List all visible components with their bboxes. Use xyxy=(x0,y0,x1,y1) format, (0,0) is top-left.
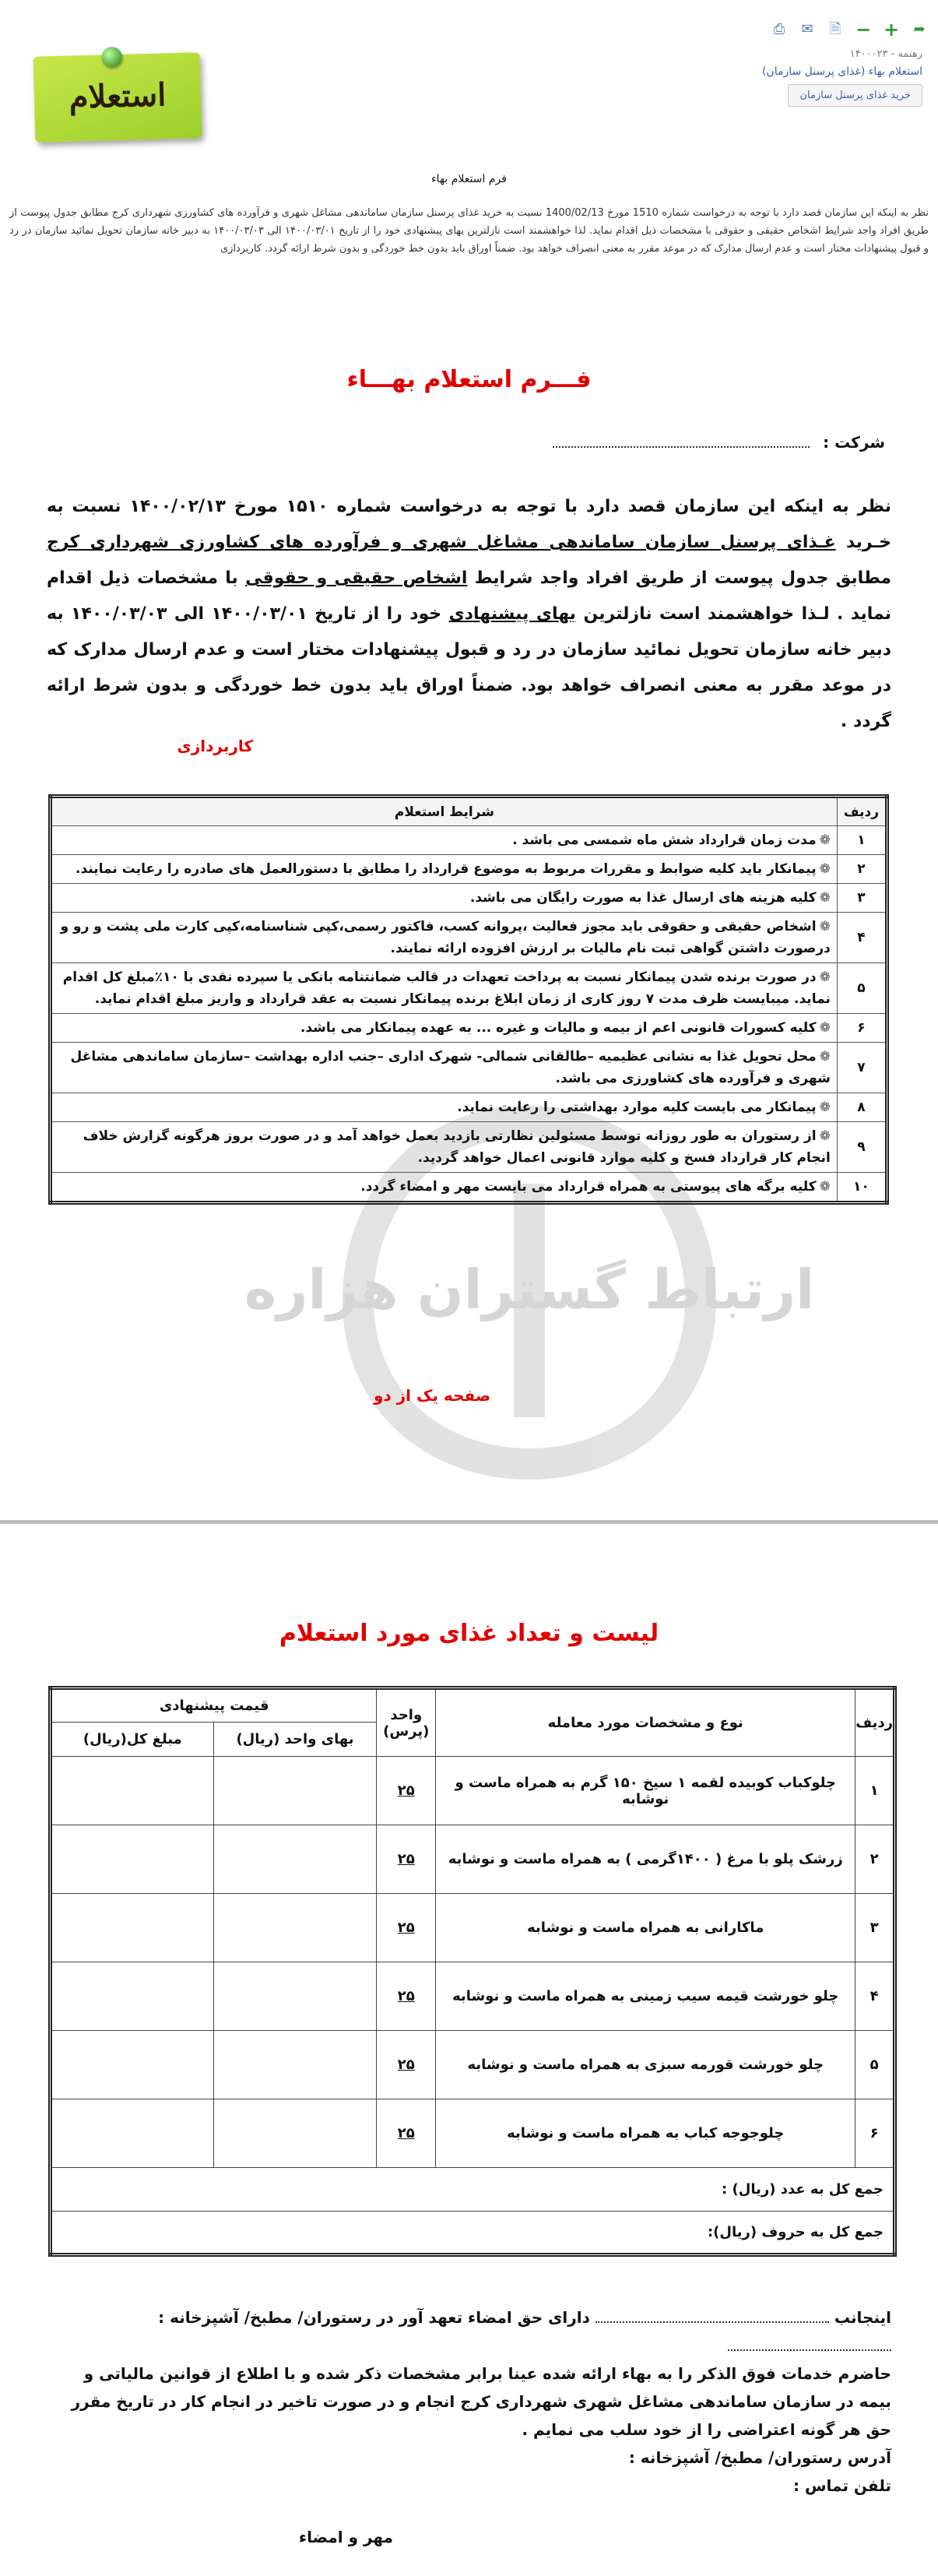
small-form-title: فرم استعلام بهاء xyxy=(431,173,507,185)
total-price-input[interactable] xyxy=(51,1825,214,1894)
sum-number-label[interactable]: جمع کل به عدد (ریال) : xyxy=(51,2168,895,2212)
bullet-icon: ❁ xyxy=(819,1020,831,1036)
table-row xyxy=(51,826,887,855)
food-row-num: ۵ xyxy=(855,2031,895,2099)
estelam-sticky-logo xyxy=(33,52,202,143)
food-header-row xyxy=(51,1688,895,1723)
conditions-header-cond: شرایط استعلام xyxy=(51,797,838,826)
bullet-icon: ❁ xyxy=(819,890,831,906)
bullet-icon: ❁ xyxy=(819,1179,831,1195)
share-icon[interactable]: ➦ xyxy=(913,21,926,37)
row-num: ۱۰ xyxy=(837,1173,887,1203)
food-table xyxy=(48,1686,897,2257)
total-price-input[interactable] xyxy=(51,1962,214,2031)
toolbar xyxy=(771,19,928,40)
food-row-num: ۳ xyxy=(855,1894,895,1962)
bullet-icon: ❁ xyxy=(819,1128,831,1144)
total-price-input[interactable] xyxy=(51,2031,214,2099)
table-row xyxy=(51,2099,895,2168)
row-num: ۳ xyxy=(837,884,887,913)
food-row-num: ۶ xyxy=(855,2099,895,2168)
company-label: شرکت : xyxy=(823,433,885,452)
food-unit: ۲۵ xyxy=(397,1920,415,1936)
row-num: ۲ xyxy=(837,855,887,884)
para-part: مطابق جدول پیوست از طریق افراد واجد شرایط xyxy=(467,568,891,588)
pushpin-icon xyxy=(101,47,122,68)
food-header-price-group: قیمت پیشنهادی xyxy=(51,1688,377,1723)
para-underlined-persons: اشخاص حقیقی و حقوقی xyxy=(245,568,468,588)
food-item: زرشک پلو با مرغ ( ۱۴۰۰گرمی ) به همراه ماست و نوشابه xyxy=(436,1825,855,1894)
declaration-authority: دارای حق امضاء تعهد آور در رستوران/ مطبخ/ آشپزخانه : xyxy=(158,2308,590,2327)
para-underlined-price: بهای پیشنهادی xyxy=(448,604,577,624)
table-row xyxy=(51,884,887,913)
table-row xyxy=(51,1122,887,1173)
condition-text: در صورت برنده شدن پیمانکار نسبت به پرداخت تعهدات در قالب ضمانتنامه بانکی یا سپرده نقدی با ۱۰٪مبلغ کل اقدام نماید. میبایست ظرف مدت ۷ روز کاری از زمان ابلاغ برنده پیمانکار نسبت به عقد قرارداد و واریز مبلغ اقدام نماید. xyxy=(62,970,831,1007)
food-row-num: ۴ xyxy=(855,1962,895,2031)
condition-text: کلیه برگه های پیوستی به همراه قرارداد می بایست مهر و امضاء گردد. xyxy=(360,1179,817,1195)
food-header-unit: واحد (پرس) xyxy=(377,1688,436,1757)
food-header-num: ردیف xyxy=(855,1688,895,1757)
condition-text: محل تحویل غذا به نشانی عظیمیه –طالقانی شمالی- شهرک اداری –جنب اداره بهداشت –سازمان ساماندهی مشاغل شهری و فرآورده های کشاورزی می باشد. xyxy=(70,1049,831,1086)
phone-label: تلفن تماس : xyxy=(792,2476,891,2495)
table-row xyxy=(51,2031,895,2099)
bullet-icon: ❁ xyxy=(819,832,831,848)
row-num: ۷ xyxy=(837,1043,887,1093)
condition-text: اشخاص حقیقی و حقوقی باید مجوز فعالیت ،پروانه کسب، فاکتور رسمی،کپی شناسنامه،کپی کارت ملی پشت و رو و درصورت داشتن گواهی ثبت نام مالیات بر ارزش افزوده ارائه نمایند. xyxy=(60,919,831,956)
bullet-icon: ❁ xyxy=(819,1049,831,1065)
plus-icon[interactable]: + xyxy=(883,19,900,40)
restaurant-fill-line[interactable] xyxy=(728,2338,891,2351)
meta-code: رهنمه - ۱۴۰۰۰۲۳ xyxy=(849,48,922,60)
row-num: ۹ xyxy=(837,1122,887,1173)
sticky-label: استعلام xyxy=(69,76,167,116)
small-paragraph: نظر به اینکه این سازمان قصد دارد با توجه به درخواست شماره 1510 مورخ 1400/02/13 نسبت به خرید غذای پرسنل سازمان ساماندهی مشاغل شهری و فرآورده های کشاورزی شهرداری کرج مطابق جدول پیوست از طریق افراد واجد شرایط اشخاص حقیقی و حقوقی با مشخصات ذیل اقدام نماید. لذا خواهشمند است نازلترین بهای پیشنهادی خود را از تاریخ ۱۴۰۰/۰۳/۰۱ الی ۱۴۰۰/۰۳/۰۳ به دبیر خانه سازمان تحویل نمائید سازمان در رد و قبول پیشنهادات مختار است و عدم ارسال مدارک که در موعد مقرر به معنی انصراف خواهد بود. ضمناً اوراق باید بدون خط خوردگی و بدون شرط ارائه گردد. کاربردازی xyxy=(9,207,929,255)
bullet-icon: ❁ xyxy=(819,1100,831,1115)
table-row xyxy=(51,1825,895,1894)
food-header-unit-price: بهای واحد (ریال) xyxy=(213,1723,377,1757)
declaration-intro: اینجانب xyxy=(834,2308,891,2327)
name-fill-line[interactable] xyxy=(595,2310,829,2323)
unit-price-input[interactable] xyxy=(213,1894,377,1962)
para-part: خود را از تاریخ ۱۴۰۰/۰۳/۰۱ الی ۱۴۰۰/۰۳/۰۳ به دبیر خانه سازمان تحویل نمائید سازمان در رد و قبول پیشنهادات مختار است و عدم ارسال مدارک که در موعد مقرر به معنی انصراف خواهد بود. ضمناً اوراق باید بدون خط خوردگی و بدون شرط ارائه گردد . xyxy=(47,604,891,731)
food-unit: ۲۵ xyxy=(397,1988,415,2004)
meta-title-link[interactable]: استعلام بهاء (غذای پرسنل سازمان) xyxy=(761,65,922,78)
food-unit: ۲۵ xyxy=(397,2057,415,2073)
food-row-num: ۲ xyxy=(855,1825,895,1894)
table-row xyxy=(51,1043,887,1093)
table-row xyxy=(51,1014,887,1043)
page-divider xyxy=(0,1520,938,1524)
table-row xyxy=(51,1962,895,2031)
conditions-header-row xyxy=(51,797,887,826)
unit-price-input[interactable] xyxy=(213,1962,377,2031)
food-item: چلوکباب کوبیده لقمه ۱ سیخ ۱۵۰ گرم به همراه ماست و نوشابه xyxy=(436,1757,855,1825)
condition-text: مدت زمان قرارداد شش ماه شمسی می باشد . xyxy=(512,832,817,848)
bullet-icon: ❁ xyxy=(819,861,831,877)
sum-words-row xyxy=(51,2212,895,2255)
para-part: با مشخصات ذیل اقدام نماید . لـذا خواهشمند است نازلترین xyxy=(47,568,892,624)
print-icon[interactable]: ⎙ xyxy=(773,21,785,37)
conditions-header-num: ردیف xyxy=(837,797,887,826)
food-unit: ۲۵ xyxy=(397,1851,415,1867)
food-header-item: نوع و مشخصات مورد معامله xyxy=(436,1688,855,1757)
unit-price-input[interactable] xyxy=(213,1757,377,1825)
food-item: چلوجوجه کباب به همراه ماست و نوشابه xyxy=(436,2099,855,2168)
unit-price-input[interactable] xyxy=(213,2099,377,2168)
food-item: چلو خورشت قیمه سیب زمینی به همراه ماست و نوشابه xyxy=(436,1962,855,2031)
bullet-icon: ❁ xyxy=(819,970,831,985)
total-price-input[interactable] xyxy=(51,1757,214,1825)
condition-text: از رستوران به طور روزانه توسط مسئولین نظارتی بازدید بعمل خواهد آمد و در صورت بروز هرگونه گزارش خلاف انجام کار قرارداد فسخ و کلیه موارد قانونی اعمال خواهد گردید. xyxy=(83,1128,831,1166)
food-row-num: ۱ xyxy=(855,1757,895,1825)
document-icon[interactable]: 🗎 xyxy=(829,21,841,37)
food-item: چلو خورشت قورمه سبزی به همراه ماست و نوشابه xyxy=(436,2031,855,2099)
bullet-icon: ❁ xyxy=(819,919,831,934)
page-marker: صفحه یک از دو xyxy=(374,1386,491,1405)
table-row xyxy=(51,1173,887,1203)
food-list-title: لیست و تعداد غذای مورد استعلام xyxy=(279,1620,659,1647)
table-row xyxy=(51,855,887,884)
row-num: ۸ xyxy=(837,1093,887,1122)
table-row xyxy=(51,1093,887,1122)
declaration-text: حاضرم خدمات فوق الذکر را به بهاء ارائه شده عینا برابر مشخصات ذکر شده و با اطلاع از قوانین مالیاتی و بیمه در سازمان ساماندهی مشاغل شهری شهرداری کرج انجام و در صورت تاخیر در انجام کار در تاریخ مقرر حق هر گونه اعتراضی را از خود سلب می نمایم . xyxy=(71,2364,891,2439)
condition-text: پیمانکار می بایست کلیه موارد بهداشتی را رعایت نماید. xyxy=(457,1100,817,1115)
table-row xyxy=(51,1757,895,1825)
table-row xyxy=(51,913,887,963)
company-fill-line[interactable] xyxy=(553,434,810,448)
company-line xyxy=(553,433,885,452)
row-num: ۶ xyxy=(837,1014,887,1043)
food-unit: ۲۵ xyxy=(397,2125,415,2141)
total-price-input[interactable] xyxy=(51,1894,214,1962)
department-label: کاربردازی xyxy=(177,737,253,755)
main-paragraph xyxy=(47,489,891,740)
row-num: ۵ xyxy=(837,963,887,1014)
watermark-text: ارتباط گستران هزاره xyxy=(244,1258,815,1321)
address-label: آدرس رستوران/ مطبخ/ آشپزخانه : xyxy=(628,2448,891,2467)
sum-words-label[interactable]: جمع کل به حروف (ریال): xyxy=(51,2212,895,2255)
conditions-table xyxy=(48,794,889,1205)
unit-price-input[interactable] xyxy=(213,2031,377,2099)
email-icon[interactable]: ✉ xyxy=(801,21,813,37)
food-header-total: مبلغ کل(ریال) xyxy=(51,1723,214,1757)
row-num: ۱ xyxy=(837,826,887,855)
total-price-input[interactable] xyxy=(51,2099,214,2168)
para-underlined-subject: غـذای پرسنل سازمان ساماندهی مشاغل شهری و فرآورده های کشاورزی شهرداری کرج xyxy=(47,533,836,552)
sum-number-row xyxy=(51,2168,895,2212)
food-item: ماکارانی به همراه ماست و نوشابه xyxy=(436,1894,855,1962)
row-num: ۴ xyxy=(837,913,887,963)
condition-text: پیمانکار باید کلیه ضوابط و مقررات مربوط به موضوع قرارداد را مطابق با دستورالعمل های صادره را رعایت نمایند. xyxy=(76,861,817,877)
para-part: نظر به اینکه این سازمان قصد دارد با توجه به درخواست شماره ۱۵۱۰ مورخ ۱۴۰۰/۰۲/۱۳ نسبت به خـرید xyxy=(47,497,891,552)
condition-text: کلیه هزینه های ارسال غذا به صورت رایگان می باشد. xyxy=(469,890,817,906)
table-row xyxy=(51,1894,895,1962)
unit-price-input[interactable] xyxy=(213,1825,377,1894)
condition-text: کلیه کسورات قانونی اعم از بیمه و مالیات و غیره ... به عهده پیمانکار می باشد. xyxy=(300,1020,817,1036)
category-tag-button[interactable]: خرید غذای پرسنل سازمان xyxy=(788,84,922,107)
minus-icon[interactable]: − xyxy=(855,19,872,40)
table-row xyxy=(51,963,887,1014)
food-unit: ۲۵ xyxy=(397,1782,415,1799)
declaration-line-1 xyxy=(47,2303,891,2360)
signature-label: مهر و امضاء xyxy=(298,2528,393,2546)
form-title: فـــرم استعلام بهـــاء xyxy=(346,366,592,393)
declaration-section xyxy=(47,2303,891,2551)
